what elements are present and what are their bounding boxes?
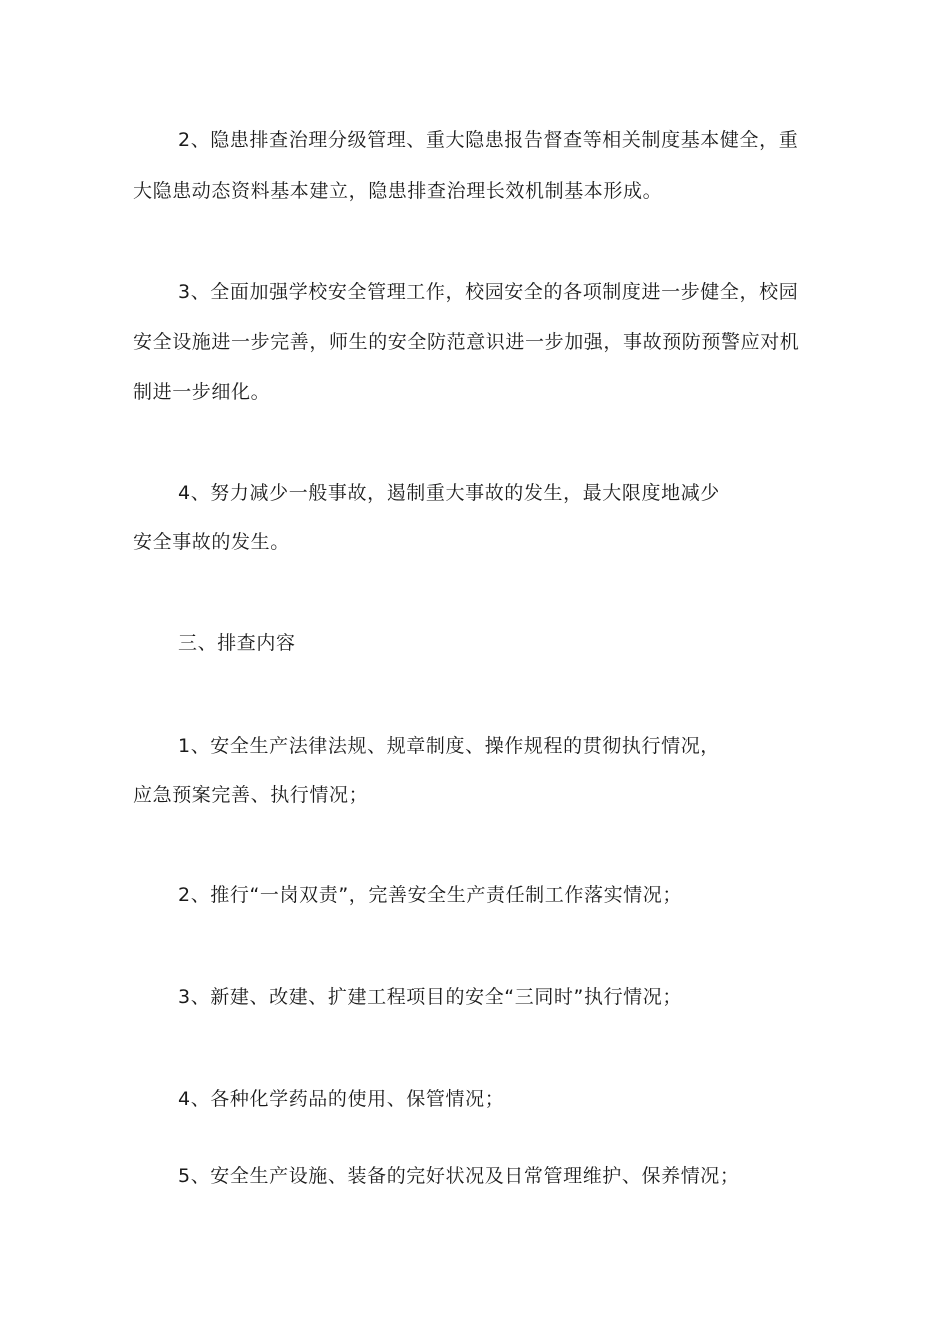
paragraph-3-line-2: 安全设施进一步完善，师生的安全防范意识进一步加强，事故预防预警应对机 <box>133 331 800 353</box>
paragraph-3-line-3: 制进一步细化。 <box>133 381 271 403</box>
content-item-3: 3、新建、改建、扩建工程项目的安全“三同时”执行情况； <box>178 986 682 1008</box>
content-item-1-line-2: 应急预案完善、执行情况； <box>133 784 369 806</box>
paragraph-4-line-1: 4、努力减少一般事故，遏制重大事故的发生，最大限度地减少 <box>178 482 720 504</box>
content-item-2: 2、推行“一岗双责”，完善安全生产责任制工作落实情况； <box>178 884 682 906</box>
paragraph-3-line-1: 3、全面加强学校安全管理工作，校园安全的各项制度进一步健全，校园 <box>178 281 799 303</box>
paragraph-2-line-1: 2、隐患排查治理分级管理、重大隐患报告督查等相关制度基本健全，重 <box>178 129 799 151</box>
section-heading: 三、排查内容 <box>178 632 296 654</box>
content-item-1-line-1: 1、安全生产法律法规、规章制度、操作规程的贯彻执行情况， <box>178 735 720 757</box>
paragraph-2-line-2: 大隐患动态资料基本建立，隐患排查治理长效机制基本形成。 <box>133 180 663 202</box>
content-item-5: 5、安全生产设施、装备的完好状况及日常管理维护、保养情况； <box>178 1165 740 1187</box>
content-item-4: 4、各种化学药品的使用、保管情况； <box>178 1088 505 1110</box>
paragraph-4-line-2: 安全事故的发生。 <box>133 531 290 553</box>
